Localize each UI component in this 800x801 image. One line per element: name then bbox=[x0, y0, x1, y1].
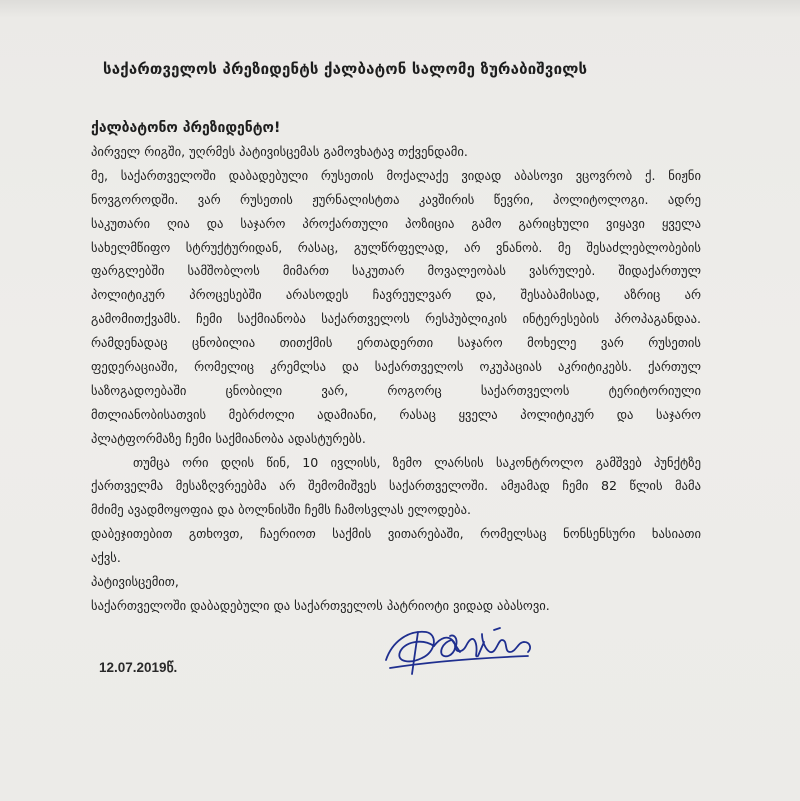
letter-closing: პატივისცემით, bbox=[91, 574, 179, 589]
letter-closing-block bbox=[91, 570, 550, 618]
body-line: მთლიანობისათვის მებრძოლი ადამიანი, რასაც ყველა პოლიტიკურ და საჯარო bbox=[91, 406, 701, 422]
body-line: ქართველმა მესაზღვრეებმა არ შემომიშვეს საქართველოში. ამჟამად ჩემი 82 წლის მამა bbox=[91, 478, 701, 494]
body-line: თუმცა ორი დღის წინ, 10 ივლისს, ზემო ლარსის საკონტროლო გამშვებ პუნქტზე bbox=[133, 454, 701, 470]
body-line: ფედერაციაში, რომელიც კრემლსა და საქართველოს ოკუპაციას აკრიტიკებს. ქართულ bbox=[91, 359, 701, 375]
body-line: პოლიტიკურ პროცესებში არასოდეს ჩავრეულვარ და, შესაბამისად, აზრიც არ bbox=[91, 287, 701, 303]
body-line: ნოვგოროდში. ვარ რუსეთის ჟურნალისტთა კავშირის წევრი, პოლიტოლოგი. ადრე bbox=[91, 191, 701, 207]
letter-date: 12.07.2019წ. bbox=[99, 660, 178, 675]
body-line: მძიმე ავადმოყოფია და ბოლნისში ჩემს ჩამოსვლას ელოდება. bbox=[91, 502, 471, 518]
body-line: მე, საქართველოში დაბადებული რუსეთის მოქალაქე ვიდად აბასოვი ვცოვრობ ქ. ნიჟნი bbox=[91, 167, 701, 183]
letter-addressee: საქართველოს პრეზიდენტს ქალბატონ სალომე ზურაბიშვილს bbox=[103, 60, 588, 78]
body-line: რამდენადაც ცნობილია თითქმის ერთადერთი საჯარო მოხელე ვარ რუსეთის bbox=[91, 335, 701, 351]
body-line: ფარგლებში სამშობლოს მიმართ საკუთარ მოვალეობას ვასრულებ. შიდაქართულ bbox=[91, 263, 701, 279]
letter-sign-off: საქართველოში დაბადებული და საქართველოს პატრიოტი ვიდად აბასოვი. bbox=[91, 598, 550, 613]
handwritten-signature bbox=[378, 612, 553, 692]
body-line: დაბეჯითებით გთხოვთ, ჩაერიოთ საქმის ვითარებაში, რომელსაც ნონსენსური ხასიათი bbox=[91, 526, 701, 542]
paper-shadow bbox=[0, 0, 800, 18]
letter-salutation: ქალბატონო პრეზიდენტო! bbox=[91, 120, 281, 136]
body-line: საკუთარი ღია და საჯარო პროქართული პოზიცია გამო გარიცხული ვიყავი ყველა bbox=[91, 215, 701, 231]
body-line: აქვს. bbox=[91, 550, 121, 566]
body-line: სახელმწიფო სტრუქტურიდან, რასაც, გულწრფელად, არ ვნანობ. მე შესაძლებლობების bbox=[91, 239, 701, 255]
body-line: პლატფორმაზე ჩემი საქმიანობა ადასტურებს. bbox=[91, 430, 366, 446]
body-line: გამომითქვამს. ჩემი საქმიანობა საქართველოს რესპუბლიკის ინტერესების პროპაგანდაა. bbox=[91, 311, 701, 327]
body-line: პირველ რიგში, უღრმეს პატივისცემას გამოვხატავ თქვენდამი. bbox=[91, 144, 468, 159]
letter-body bbox=[91, 140, 701, 570]
body-line: საზოგადოებაში ცნობილი ვარ, როგორც საქართველოს ტერიტორიული bbox=[91, 382, 701, 398]
